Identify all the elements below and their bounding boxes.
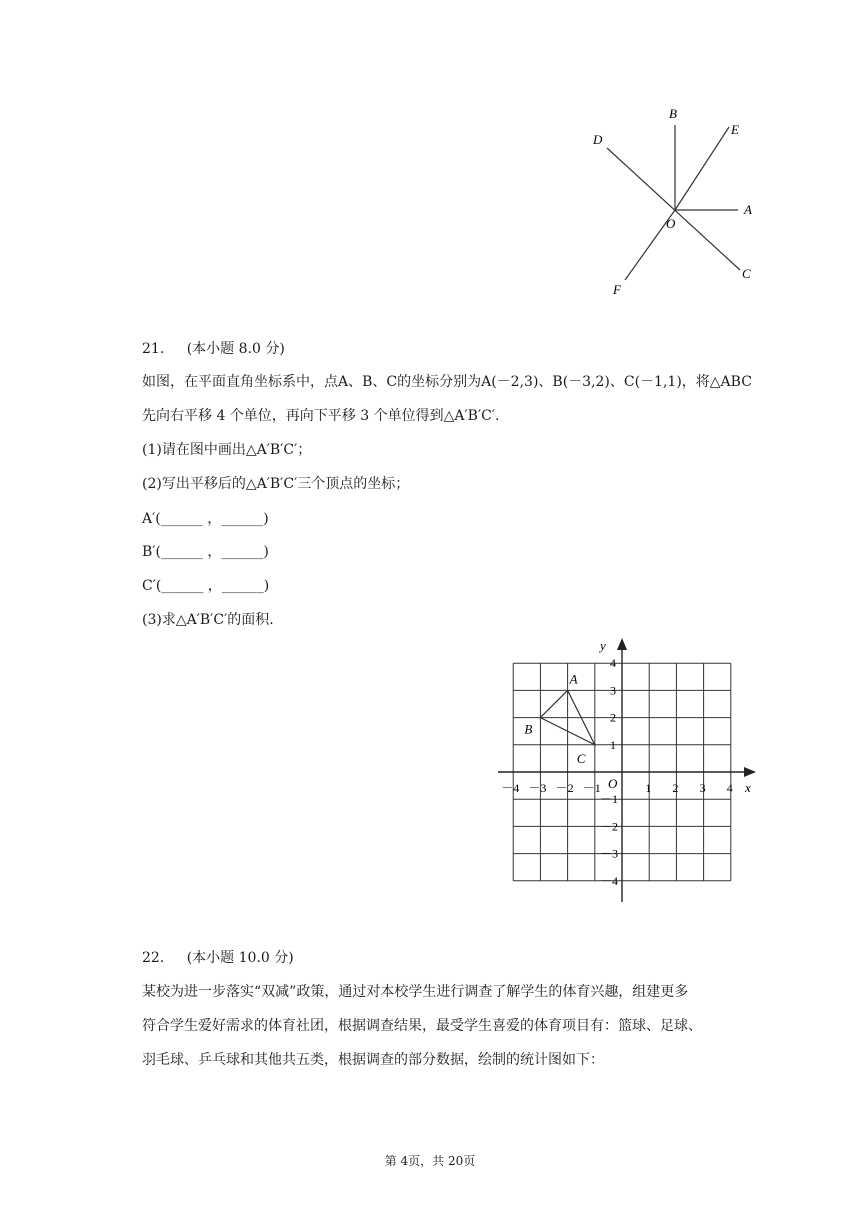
angle-figure	[580, 100, 760, 300]
ray-oe	[675, 127, 729, 210]
page-footer: 第 4页，共 20页	[384, 1154, 476, 1168]
q21-blank-c: C′(______ ，______)	[142, 578, 270, 594]
label-e: E	[731, 122, 739, 137]
point-label-a: A	[569, 671, 578, 687]
x-tick-label: 2	[672, 781, 679, 795]
q22-number: 22.	[142, 950, 165, 966]
y-tick-label: 3	[610, 683, 616, 698]
q21-blank-b: B′(______ ，______)	[142, 544, 269, 560]
label-a: A	[744, 202, 752, 217]
q21-part1: (1)请在图中画出△A′B′C′；	[142, 442, 312, 458]
line-dc	[607, 148, 740, 270]
q21-blank-a: A′(______ ，______)	[142, 511, 269, 527]
q22-line2: 符合学生爱好需求的体育社团，根据调查结果，最受学生喜爱的体育项目有：篮球、足球、	[142, 1018, 702, 1034]
x-axis-label: x	[745, 780, 751, 795]
q21-line2: 先向右平移 4 个单位，再向下平移 3 个单位得到△A′B′C′.	[142, 408, 500, 424]
y-tick-label: 2	[610, 710, 616, 725]
x-tick-label: －1	[582, 781, 601, 795]
label-o: O	[666, 216, 676, 231]
q21-header	[142, 339, 285, 359]
x-tick-label: 3	[699, 781, 706, 795]
point-labels	[524, 671, 585, 765]
q22-line3: 羽毛球、乒乓球和其他共五类，根据调查的部分数据，绘制的统计图如下：	[142, 1052, 604, 1068]
q22-line1: 某校为进一步落实“双减”政策，通过对本校学生进行调查了解学生的体育兴趣，组建更多	[142, 984, 689, 1000]
q21-part2: (2)写出平移后的△A′B′C′三个顶点的坐标；	[142, 476, 410, 492]
x-tick-label: －4	[501, 781, 520, 795]
q21-line1: 如图，在平面直角坐标系中，点A、B、C的坐标分别为A(－2,3)、B(－3,2)、C(－1,1)，将△ABC	[142, 374, 752, 390]
q21-number: 21.	[142, 341, 165, 357]
q22-score: (本小题 10.0 分)	[186, 950, 294, 966]
y-tick-label: 1	[610, 737, 616, 752]
q21-score: (本小题 8.0 分)	[186, 341, 285, 357]
q21-part3: (3)求△A′B′C′的面积.	[142, 612, 274, 628]
coordinate-grid-figure	[490, 628, 770, 908]
y-tick-label: －2	[600, 819, 619, 834]
point-label-c: C	[576, 750, 586, 766]
label-c: C	[742, 266, 751, 281]
y-tick-label: －4	[600, 873, 619, 888]
y-tick-label: －1	[600, 792, 619, 807]
y-tick-label: 4	[610, 656, 616, 671]
x-tick-label: －2	[555, 781, 574, 795]
x-tick-label: －3	[528, 781, 547, 795]
label-b: B	[669, 106, 677, 121]
q22-header	[142, 948, 294, 968]
y-tick-label: －3	[600, 846, 619, 861]
x-axis-arrow	[744, 767, 756, 777]
label-f: F	[613, 282, 621, 297]
point-label-b: B	[524, 721, 533, 737]
label-d: D	[593, 132, 603, 147]
y-axis-arrow	[617, 638, 627, 650]
y-axis-label: y	[600, 638, 606, 653]
origin-label: O	[608, 776, 618, 791]
x-tick-label: 4	[726, 781, 733, 795]
x-tick-label: 1	[645, 781, 652, 795]
